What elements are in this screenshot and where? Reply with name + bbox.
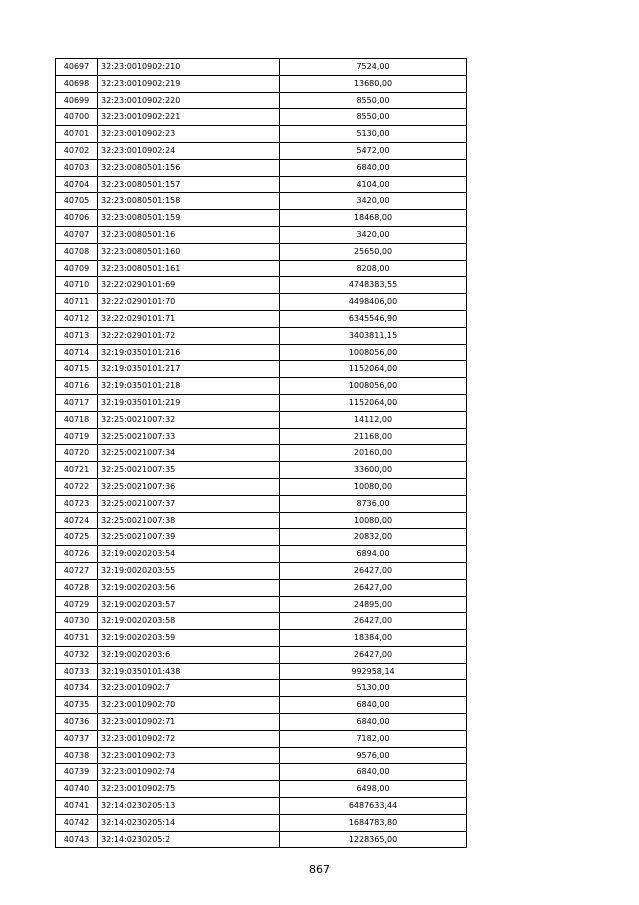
table-row <box>56 562 467 579</box>
table-row <box>56 630 467 647</box>
value-cell: 21168,00 <box>280 428 467 445</box>
cadastral-number-cell: 32:22:0290101:72 <box>98 327 280 344</box>
value-cell: 26427,00 <box>280 579 467 596</box>
cadastral-number-cell: 32:23:0010902:210 <box>98 59 280 76</box>
value-cell: 7182,00 <box>280 730 467 747</box>
table-row <box>56 596 467 613</box>
value-cell: 1008056,00 <box>280 344 467 361</box>
value-cell: 6894,00 <box>280 546 467 563</box>
row-number-cell: 40714 <box>56 344 98 361</box>
value-cell: 20160,00 <box>280 445 467 462</box>
row-number-cell: 40729 <box>56 596 98 613</box>
table-row <box>56 462 467 479</box>
row-number-cell: 40741 <box>56 798 98 815</box>
cadastral-number-cell: 32:23:0080501:158 <box>98 193 280 210</box>
value-cell: 3420,00 <box>280 226 467 243</box>
cadastral-number-cell: 32:23:0010902:74 <box>98 764 280 781</box>
table-row <box>56 798 467 815</box>
cadastral-number-cell: 32:23:0080501:16 <box>98 226 280 243</box>
cadastral-number-cell: 32:19:0350101:438 <box>98 663 280 680</box>
row-number-cell: 40702 <box>56 142 98 159</box>
cadastral-number-cell: 32:23:0010902:72 <box>98 730 280 747</box>
row-number-cell: 40732 <box>56 646 98 663</box>
row-number-cell: 40711 <box>56 294 98 311</box>
value-cell: 4498406,00 <box>280 294 467 311</box>
value-cell: 8736,00 <box>280 495 467 512</box>
table-row <box>56 361 467 378</box>
cadastral-number-cell: 32:25:0021007:39 <box>98 529 280 546</box>
cadastral-number-cell: 32:14:0230205:13 <box>98 798 280 815</box>
table-row <box>56 243 467 260</box>
table-row <box>56 680 467 697</box>
value-cell: 1152064,00 <box>280 394 467 411</box>
page-number: 867 <box>309 863 330 876</box>
row-number-cell: 40731 <box>56 630 98 647</box>
value-cell: 26427,00 <box>280 613 467 630</box>
value-cell: 6840,00 <box>280 159 467 176</box>
value-cell: 6840,00 <box>280 764 467 781</box>
cadastral-number-cell: 32:25:0021007:35 <box>98 462 280 479</box>
row-number-cell: 40718 <box>56 411 98 428</box>
cadastral-number-cell: 32:23:0080501:161 <box>98 260 280 277</box>
cadastral-number-cell: 32:23:0010902:220 <box>98 92 280 109</box>
table-row <box>56 210 467 227</box>
row-number-cell: 40708 <box>56 243 98 260</box>
cadastral-number-cell: 32:14:0230205:2 <box>98 831 280 848</box>
value-cell: 5130,00 <box>280 126 467 143</box>
cadastral-number-cell: 32:19:0020203:58 <box>98 613 280 630</box>
row-number-cell: 40735 <box>56 697 98 714</box>
row-number-cell: 40706 <box>56 210 98 227</box>
value-cell: 6345546,90 <box>280 310 467 327</box>
table-row <box>56 327 467 344</box>
cadastral-number-cell: 32:19:0350101:217 <box>98 361 280 378</box>
cadastral-number-cell: 32:22:0290101:69 <box>98 277 280 294</box>
value-cell: 6840,00 <box>280 697 467 714</box>
row-number-cell: 40707 <box>56 226 98 243</box>
table-row <box>56 260 467 277</box>
row-number-cell: 40721 <box>56 462 98 479</box>
value-cell: 8550,00 <box>280 92 467 109</box>
cadastral-number-cell: 32:19:0350101:216 <box>98 344 280 361</box>
row-number-cell: 40716 <box>56 378 98 395</box>
value-cell: 3403811,15 <box>280 327 467 344</box>
value-cell: 8208,00 <box>280 260 467 277</box>
table-row <box>56 126 467 143</box>
value-cell: 1008056,00 <box>280 378 467 395</box>
cadastral-number-cell: 32:19:0020203:56 <box>98 579 280 596</box>
row-number-cell: 40726 <box>56 546 98 563</box>
value-cell: 5130,00 <box>280 680 467 697</box>
value-cell: 1684783,80 <box>280 814 467 831</box>
value-cell: 10080,00 <box>280 512 467 529</box>
cadastral-number-cell: 32:23:0010902:24 <box>98 142 280 159</box>
cadastral-number-cell: 32:22:0290101:71 <box>98 310 280 327</box>
table-row <box>56 546 467 563</box>
table-row <box>56 378 467 395</box>
table-row <box>56 142 467 159</box>
value-cell: 26427,00 <box>280 646 467 663</box>
row-number-cell: 40722 <box>56 478 98 495</box>
cadastral-number-cell: 32:23:0010902:70 <box>98 697 280 714</box>
row-number-cell: 40717 <box>56 394 98 411</box>
row-number-cell: 40709 <box>56 260 98 277</box>
row-number-cell: 40736 <box>56 714 98 731</box>
row-number-cell: 40697 <box>56 59 98 76</box>
cadastral-number-cell: 32:23:0010902:7 <box>98 680 280 697</box>
cadastral-number-cell: 32:23:0010902:73 <box>98 747 280 764</box>
table-row <box>56 59 467 76</box>
row-number-cell: 40737 <box>56 730 98 747</box>
cadastral-number-cell: 32:25:0021007:36 <box>98 478 280 495</box>
cadastral-number-cell: 32:23:0010902:221 <box>98 109 280 126</box>
table-row <box>56 714 467 731</box>
table-row <box>56 344 467 361</box>
row-number-cell: 40730 <box>56 613 98 630</box>
value-cell: 7524,00 <box>280 59 467 76</box>
table-row <box>56 831 467 848</box>
cadastral-number-cell: 32:22:0290101:70 <box>98 294 280 311</box>
value-cell: 1228365,00 <box>280 831 467 848</box>
table-row <box>56 75 467 92</box>
table-row <box>56 159 467 176</box>
table-row <box>56 814 467 831</box>
table-row <box>56 193 467 210</box>
cadastral-number-cell: 32:23:0080501:160 <box>98 243 280 260</box>
table-row <box>56 277 467 294</box>
table-row <box>56 697 467 714</box>
cadastral-number-cell: 32:23:0080501:156 <box>98 159 280 176</box>
table-row <box>56 411 467 428</box>
row-number-cell: 40740 <box>56 781 98 798</box>
row-number-cell: 40727 <box>56 562 98 579</box>
table-row <box>56 394 467 411</box>
value-cell: 4748383,55 <box>280 277 467 294</box>
row-number-cell: 40739 <box>56 764 98 781</box>
table-row <box>56 730 467 747</box>
row-number-cell: 40728 <box>56 579 98 596</box>
row-number-cell: 40699 <box>56 92 98 109</box>
table-row <box>56 747 467 764</box>
value-cell: 20832,00 <box>280 529 467 546</box>
cadastral-number-cell: 32:23:0080501:157 <box>98 176 280 193</box>
row-number-cell: 40724 <box>56 512 98 529</box>
row-number-cell: 40710 <box>56 277 98 294</box>
cadastral-number-cell: 32:23:0010902:219 <box>98 75 280 92</box>
value-cell: 1152064,00 <box>280 361 467 378</box>
value-cell: 8550,00 <box>280 109 467 126</box>
cadastral-number-cell: 32:23:0010902:23 <box>98 126 280 143</box>
cadastral-number-cell: 32:25:0021007:34 <box>98 445 280 462</box>
value-cell: 18468,00 <box>280 210 467 227</box>
value-cell: 6498,00 <box>280 781 467 798</box>
table-row <box>56 92 467 109</box>
table-row <box>56 226 467 243</box>
row-number-cell: 40725 <box>56 529 98 546</box>
value-cell: 10080,00 <box>280 478 467 495</box>
value-cell: 13680,00 <box>280 75 467 92</box>
row-number-cell: 40719 <box>56 428 98 445</box>
value-cell: 6487633,44 <box>280 798 467 815</box>
cadastral-number-cell: 32:19:0350101:219 <box>98 394 280 411</box>
table-row <box>56 310 467 327</box>
row-number-cell: 40703 <box>56 159 98 176</box>
row-number-cell: 40700 <box>56 109 98 126</box>
row-number-cell: 40704 <box>56 176 98 193</box>
value-cell: 24895,00 <box>280 596 467 613</box>
cadastral-number-cell: 32:19:0020203:55 <box>98 562 280 579</box>
table-row <box>56 579 467 596</box>
value-cell: 3420,00 <box>280 193 467 210</box>
cadastral-number-cell: 32:25:0021007:33 <box>98 428 280 445</box>
row-number-cell: 40713 <box>56 327 98 344</box>
row-number-cell: 40733 <box>56 663 98 680</box>
cadastral-number-cell: 32:14:0230205:14 <box>98 814 280 831</box>
cadastral-number-cell: 32:25:0021007:38 <box>98 512 280 529</box>
table-row <box>56 613 467 630</box>
table-row <box>56 109 467 126</box>
row-number-cell: 40712 <box>56 310 98 327</box>
value-cell: 25650,00 <box>280 243 467 260</box>
table-row <box>56 663 467 680</box>
row-number-cell: 40698 <box>56 75 98 92</box>
value-cell: 992958,14 <box>280 663 467 680</box>
value-cell: 18384,00 <box>280 630 467 647</box>
cadastral-number-cell: 32:19:0020203:57 <box>98 596 280 613</box>
row-number-cell: 40723 <box>56 495 98 512</box>
cadastral-number-cell: 32:19:0020203:54 <box>98 546 280 563</box>
row-number-cell: 40742 <box>56 814 98 831</box>
cadastral-number-cell: 32:23:0080501:159 <box>98 210 280 227</box>
value-cell: 5472,00 <box>280 142 467 159</box>
table-row <box>56 646 467 663</box>
table-row <box>56 445 467 462</box>
value-cell: 14112,00 <box>280 411 467 428</box>
row-number-cell: 40715 <box>56 361 98 378</box>
value-cell: 4104,00 <box>280 176 467 193</box>
value-cell: 6840,00 <box>280 714 467 731</box>
cadastral-number-cell: 32:25:0021007:32 <box>98 411 280 428</box>
table-row <box>56 781 467 798</box>
cadastral-number-cell: 32:23:0010902:75 <box>98 781 280 798</box>
cadastral-number-cell: 32:19:0350101:218 <box>98 378 280 395</box>
table-row <box>56 529 467 546</box>
table-row <box>56 495 467 512</box>
table-body <box>56 59 467 848</box>
table-row <box>56 764 467 781</box>
cadastral-number-cell: 32:19:0020203:6 <box>98 646 280 663</box>
table-row <box>56 478 467 495</box>
cadastral-number-cell: 32:23:0010902:71 <box>98 714 280 731</box>
row-number-cell: 40720 <box>56 445 98 462</box>
row-number-cell: 40738 <box>56 747 98 764</box>
value-cell: 26427,00 <box>280 562 467 579</box>
row-number-cell: 40734 <box>56 680 98 697</box>
cadastral-number-cell: 32:19:0020203:59 <box>98 630 280 647</box>
table-row <box>56 294 467 311</box>
row-number-cell: 40705 <box>56 193 98 210</box>
table-row <box>56 176 467 193</box>
value-cell: 33600,00 <box>280 462 467 479</box>
value-cell: 9576,00 <box>280 747 467 764</box>
cadastral-number-cell: 32:25:0021007:37 <box>98 495 280 512</box>
table-row <box>56 512 467 529</box>
data-table <box>55 58 467 848</box>
row-number-cell: 40743 <box>56 831 98 848</box>
row-number-cell: 40701 <box>56 126 98 143</box>
table-row <box>56 428 467 445</box>
